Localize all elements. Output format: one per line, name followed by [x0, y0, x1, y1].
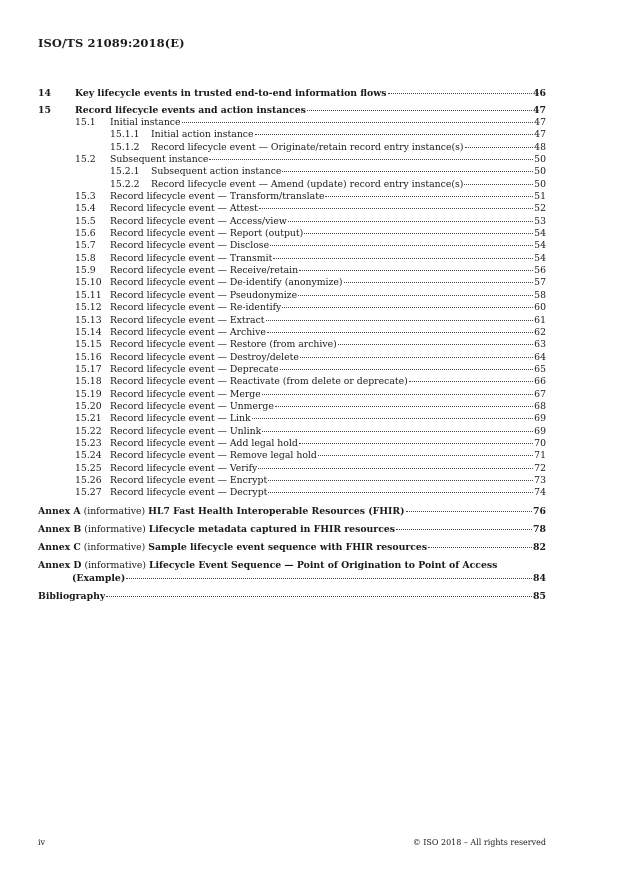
toc-entry-title: Record lifecycle event — Disclose	[110, 240, 270, 252]
toc-entry-page: 62	[534, 326, 546, 338]
toc-entry-number: 15.25	[75, 462, 102, 474]
toc-entry-page: 53	[534, 215, 546, 227]
toc-dot-leader	[106, 596, 532, 597]
toc-entry-page: 84	[533, 572, 546, 584]
toc-dot-leader	[288, 221, 533, 222]
toc-annex-label: Annex B	[38, 523, 82, 535]
toc-entry-page: 70	[534, 437, 546, 449]
toc-entry[interactable]	[38, 191, 546, 203]
toc-entry-page: 56	[534, 265, 546, 277]
toc-entry-title: Record lifecycle event — Verify	[110, 462, 258, 474]
toc-entry-number: 15.22	[75, 425, 102, 437]
toc-dot-leader	[252, 418, 534, 419]
toc-dot-leader	[266, 320, 534, 321]
toc-entry[interactable]	[38, 541, 546, 554]
toc-entry-page: 64	[534, 351, 546, 363]
toc-entry-title: Subsequent action instance	[151, 166, 282, 178]
toc-dot-leader	[282, 171, 533, 172]
toc-entry[interactable]	[38, 413, 546, 425]
toc-entry-number: 15.27	[75, 487, 102, 499]
toc-entry-page: 74	[534, 487, 546, 499]
table-of-contents	[38, 87, 546, 603]
toc-entry[interactable]	[38, 179, 546, 191]
toc-entry[interactable]	[38, 352, 546, 364]
toc-entry-title: Record lifecycle event — Deprecate	[110, 363, 279, 375]
toc-entry-page: 50	[534, 178, 546, 190]
toc-dot-leader	[299, 270, 533, 271]
toc-entry-number: 15.26	[75, 474, 102, 486]
toc-dot-leader	[126, 578, 532, 579]
toc-entry-line	[38, 559, 546, 572]
toc-entry-title: Record lifecycle event — Add legal hold	[110, 437, 298, 449]
toc-entry-number: 15.8	[75, 252, 96, 264]
toc-entry-page: 54	[534, 240, 546, 252]
toc-entry-page: 73	[534, 474, 546, 486]
toc-entry-title	[38, 590, 105, 603]
toc-entry-number: 15.24	[75, 450, 102, 462]
toc-entry-page: 71	[534, 450, 546, 462]
toc-dot-leader	[338, 344, 533, 345]
toc-entry-number: 15.2	[75, 154, 96, 166]
toc-entry-page: 66	[534, 376, 546, 388]
toc-dot-leader	[325, 196, 533, 197]
toc-entry-page: 72	[534, 462, 546, 474]
toc-entry-title: Record lifecycle event — Link	[110, 413, 251, 425]
toc-entry-title	[38, 541, 427, 554]
toc-dot-leader	[298, 295, 533, 296]
toc-dot-leader	[280, 369, 533, 370]
toc-dot-leader	[299, 443, 533, 444]
toc-dot-leader	[428, 547, 532, 548]
toc-entry[interactable]	[38, 253, 546, 265]
toc-entry[interactable]	[38, 315, 546, 327]
toc-entry-page: 52	[534, 203, 546, 215]
toc-entry[interactable]	[38, 117, 546, 129]
toc-annex-label: Annex C	[38, 541, 81, 553]
toc-entry-page: 76	[533, 505, 546, 517]
toc-entry[interactable]	[38, 240, 546, 252]
toc-entry-title	[38, 505, 405, 518]
toc-dot-leader	[267, 332, 533, 333]
toc-entry-title: Record lifecycle event — Pseudonymize	[110, 289, 298, 301]
toc-dot-leader	[262, 431, 533, 432]
toc-entry[interactable]	[38, 87, 546, 100]
toc-entry[interactable]	[38, 389, 546, 401]
toc-entry-page: 47	[534, 129, 546, 141]
toc-entry-number: 15.2.2	[110, 178, 140, 190]
toc-entry-title: Record lifecycle event — Unmerge	[110, 400, 274, 412]
document-id-header: ISO/TS 21089:2018(E)	[38, 36, 185, 50]
toc-entry[interactable]	[38, 475, 546, 487]
toc-dot-leader	[344, 282, 534, 283]
toc-entry-number: 15.1.2	[110, 141, 140, 153]
toc-entry-number: 15.5	[75, 215, 96, 227]
toc-entry-title-text: Lifecycle metadata captured in FHIR resources	[148, 523, 396, 535]
toc-dot-leader	[307, 110, 532, 111]
toc-entry-title: Record lifecycle event — Receive/retain	[110, 265, 299, 277]
toc-entry[interactable]	[38, 590, 546, 603]
toc-annex-informative: (informative)	[81, 559, 149, 571]
toc-entry-line	[38, 572, 546, 585]
toc-entry-title: Record lifecycle event — Re-identify	[110, 302, 282, 314]
toc-entry[interactable]	[38, 559, 546, 585]
toc-entry[interactable]	[38, 463, 546, 475]
toc-entry-title: Record lifecycle event — Attest	[110, 203, 258, 215]
toc-entry-title: Key lifecycle events in trusted end-to-end information flows	[75, 88, 387, 99]
toc-entry[interactable]	[38, 505, 546, 518]
toc-entry[interactable]	[38, 401, 546, 413]
toc-entry-page: 60	[534, 302, 546, 314]
toc-annex-informative: (informative)	[80, 541, 149, 553]
toc-dot-leader	[409, 381, 533, 382]
toc-entry-title: Record lifecycle event — Originate/retain record entry instance(s)	[151, 141, 464, 153]
toc-entry-title: Record lifecycle event — Decrypt	[110, 487, 268, 499]
toc-entry[interactable]	[38, 290, 546, 302]
toc-entry-page: 63	[534, 339, 546, 351]
toc-dot-leader	[258, 468, 533, 469]
toc-entry-title: Record lifecycle event — Remove legal hold	[110, 450, 317, 462]
toc-entry-title-text: Bibliography	[38, 590, 106, 602]
toc-entry-number: 15	[38, 105, 51, 116]
toc-entry[interactable]	[38, 438, 546, 450]
toc-entry-page: 69	[534, 413, 546, 425]
toc-entry-title-text: HL7 Fast Health Interoperable Resources (FHIR)	[148, 505, 405, 517]
toc-dot-leader	[300, 357, 533, 358]
toc-entry-title: Record lifecycle event — Amend (update) record entry instance(s)	[151, 178, 464, 190]
toc-entry-page: 82	[533, 541, 546, 553]
toc-entry-page: 51	[534, 191, 546, 203]
toc-entry-page: 54	[534, 228, 546, 240]
toc-dot-leader	[396, 529, 532, 530]
toc-entry-title: Record lifecycle event — Reactivate (from delete or deprecate)	[110, 376, 408, 388]
toc-entry-title: Record lifecycle event — Access/view	[110, 215, 287, 227]
toc-dot-leader	[464, 184, 533, 185]
toc-entry-number: 15.11	[75, 289, 102, 301]
toc-entry-number: 15.20	[75, 400, 102, 412]
toc-entry[interactable]	[38, 129, 546, 141]
toc-dot-leader	[388, 93, 533, 94]
toc-entry-number: 15.14	[75, 326, 102, 338]
toc-entry-number: 14	[38, 88, 51, 99]
toc-entry-number: 15.3	[75, 191, 96, 203]
toc-entry-title: Lifecycle Event Sequence — Point of Origination to Point of Access	[148, 559, 498, 571]
toc-entry-number: 15.13	[75, 314, 102, 326]
toc-entry-number: 15.19	[75, 388, 102, 400]
toc-entry-title: Initial instance	[110, 117, 181, 128]
toc-dot-leader	[259, 208, 533, 209]
toc-dot-leader	[182, 122, 534, 123]
toc-dot-leader	[282, 307, 533, 308]
page-number: iv	[38, 838, 46, 847]
toc-entry-title: Record lifecycle event — Transform/translate	[110, 191, 325, 203]
toc-entry[interactable]	[38, 265, 546, 277]
toc-dot-leader	[318, 455, 533, 456]
toc-entry-page: 47	[534, 117, 546, 128]
toc-entry[interactable]	[38, 277, 546, 289]
toc-entry-number: 15.9	[75, 265, 96, 277]
toc-entry-number: 15.7	[75, 240, 96, 252]
toc-entry-page: 67	[534, 388, 546, 400]
toc-entry-page: 61	[534, 314, 546, 326]
toc-entry[interactable]	[38, 203, 546, 215]
toc-entry-title: Record lifecycle event — Destroy/delete	[110, 351, 299, 363]
toc-entry-number: 15.21	[75, 413, 102, 425]
toc-entry-title: Initial action instance	[151, 129, 254, 141]
toc-entry-page: 57	[534, 277, 546, 289]
toc-entry-title-text: Sample lifecycle event sequence with FHIR resources	[148, 541, 428, 553]
toc-dot-leader	[209, 159, 533, 160]
toc-entry-title: Subsequent instance	[110, 154, 209, 166]
toc-entry-title: Record lifecycle event — Merge	[110, 388, 261, 400]
toc-entry[interactable]	[38, 166, 546, 178]
toc-entry[interactable]	[38, 154, 546, 166]
toc-entry-title: Record lifecycle event — De-identify (anonymize)	[110, 277, 343, 289]
toc-entry-title: Record lifecycle event — Unlink	[110, 425, 262, 437]
toc-entry-number: 15.2.1	[110, 166, 140, 178]
toc-entry[interactable]	[38, 216, 546, 228]
toc-entry[interactable]	[38, 487, 546, 499]
toc-entry[interactable]	[38, 142, 546, 154]
toc-dot-leader	[275, 406, 533, 407]
toc-entry[interactable]	[38, 426, 546, 438]
page-footer	[38, 838, 546, 847]
toc-entry-number: 15.18	[75, 376, 102, 388]
toc-entry-title	[38, 523, 395, 536]
toc-entry-title: Record lifecycle events and action instances	[75, 105, 306, 116]
toc-entry[interactable]	[38, 302, 546, 314]
toc-dot-leader	[406, 511, 533, 512]
toc-entry-number: 15.10	[75, 277, 102, 289]
copyright-notice: © ISO 2018 – All rights reserved	[412, 838, 546, 847]
toc-entry-number: 15.1	[75, 117, 96, 128]
toc-entry-page: 50	[534, 154, 546, 166]
toc-entry-title: Record lifecycle event — Restore (from archive)	[110, 339, 337, 351]
toc-dot-leader	[255, 134, 534, 135]
toc-dot-leader	[262, 394, 533, 395]
toc-entry-title: Record lifecycle event — Extract	[110, 314, 265, 326]
toc-entry-page: 85	[533, 590, 546, 602]
toc-entry-number: 15.12	[75, 302, 102, 314]
toc-entry-page: 78	[533, 523, 546, 535]
toc-entry-title: Record lifecycle event — Report (output)	[110, 228, 304, 240]
toc-entry-number: 15.4	[75, 203, 96, 215]
toc-entry-number: 15.17	[75, 363, 102, 375]
toc-entry[interactable]	[38, 339, 546, 351]
toc-entry-title: Record lifecycle event — Encrypt	[110, 474, 268, 486]
toc-dot-leader	[304, 233, 533, 234]
toc-entry[interactable]	[38, 364, 546, 376]
toc-entry-title: Record lifecycle event — Transmit	[110, 252, 273, 264]
toc-entry-page: 48	[534, 141, 546, 153]
toc-entry-number: 15.6	[75, 228, 96, 240]
toc-entry-number: 15.23	[75, 437, 102, 449]
toc-dot-leader	[465, 147, 534, 148]
toc-entry[interactable]	[38, 450, 546, 462]
toc-entry-page: 46	[533, 88, 546, 99]
toc-entry-number: 15.1.1	[110, 129, 140, 141]
toc-entry[interactable]	[38, 104, 546, 117]
toc-entry-title: Record lifecycle event — Archive	[110, 326, 266, 338]
toc-annex-label: Annex D	[38, 559, 82, 571]
toc-entry[interactable]	[38, 376, 546, 388]
toc-annex-informative: (informative)	[81, 523, 149, 535]
toc-dot-leader	[273, 258, 533, 259]
toc-entry-page: 54	[534, 252, 546, 264]
toc-entry-page: 50	[534, 166, 546, 178]
toc-entry-page: 69	[534, 425, 546, 437]
toc-dot-leader	[270, 245, 533, 246]
toc-entry-page: 47	[533, 105, 546, 116]
toc-entry-number: 15.16	[75, 351, 102, 363]
toc-dot-leader	[268, 492, 533, 493]
toc-entry[interactable]	[38, 228, 546, 240]
toc-annex-informative: (informative)	[80, 505, 149, 517]
toc-dot-leader	[268, 480, 533, 481]
toc-entry[interactable]	[38, 327, 546, 339]
toc-entry[interactable]	[38, 523, 546, 536]
toc-entry-page: 58	[534, 289, 546, 301]
toc-annex-label: Annex A	[38, 505, 81, 517]
toc-entry-number: 15.15	[75, 339, 102, 351]
toc-entry-page: 65	[534, 363, 546, 375]
toc-entry-title-continued: (Example)	[72, 572, 126, 584]
toc-entry-page: 68	[534, 400, 546, 412]
